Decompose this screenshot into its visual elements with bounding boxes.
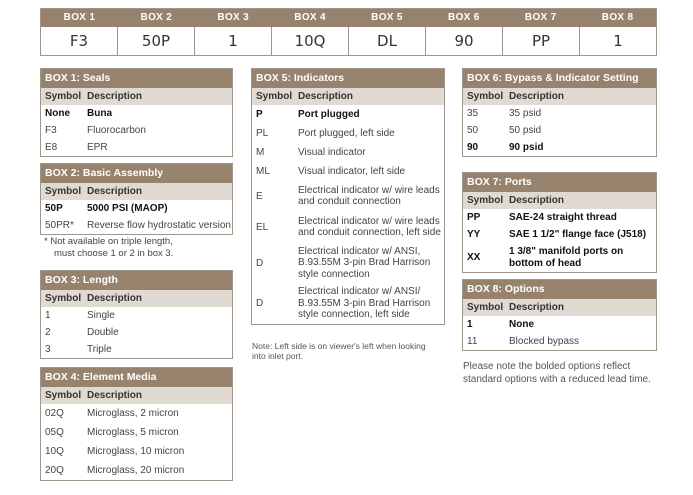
- box-value: 50P: [118, 27, 195, 55]
- table-row: 50 50 psid: [467, 125, 542, 136]
- symbol-column-header: Symbol: [467, 195, 504, 206]
- table-row: P Port plugged: [256, 109, 360, 120]
- box8-title: BOX 8: Options: [463, 280, 656, 299]
- symbol-column-header: Symbol: [45, 390, 82, 401]
- box8-options-table: [462, 279, 657, 351]
- box2-columns: [41, 183, 232, 200]
- box-label: BOX 6: [448, 12, 480, 23]
- table-row: 11 Blocked bypass: [467, 336, 580, 347]
- description-column-header: Description: [509, 195, 565, 206]
- table-row: 1 None: [467, 319, 534, 330]
- table-row: D Electrical indicator w/ ANSI, B.93.55M 3-pin Brad Harrison style connection: [256, 245, 431, 280]
- box-label: BOX 7: [524, 12, 557, 23]
- box5-columns: [252, 88, 444, 105]
- symbol-column-header: Symbol: [467, 302, 504, 313]
- table-row: 3 Triple: [45, 344, 112, 355]
- description-column-header: Description: [298, 91, 354, 102]
- table-row: 90 90 psid: [467, 142, 544, 153]
- symbol-column-header: Symbol: [467, 91, 504, 102]
- table-row: None Buna: [45, 108, 112, 119]
- box5-indicators-table: [251, 68, 445, 325]
- box-label: BOX 1: [63, 12, 96, 23]
- box2-basic-assembly-table: [40, 163, 233, 235]
- table-row: 20Q Microglass, 20 micron: [45, 465, 185, 476]
- box-value: 10Q: [272, 27, 349, 55]
- table-row: 2 Double: [45, 327, 119, 338]
- model-code-header: [41, 9, 656, 27]
- box4-columns: [41, 387, 232, 404]
- box4-title: BOX 4: Element Media: [41, 368, 232, 387]
- box3-title: BOX 3: Length: [41, 271, 232, 290]
- box7-columns: [463, 192, 656, 209]
- box2-title: BOX 2: Basic Assembly: [41, 164, 232, 183]
- table-row: EL Electrical indicator w/ wire leads and conduit connection, left side: [256, 215, 441, 238]
- box7-title: BOX 7: Ports: [463, 173, 656, 192]
- box-label: BOX 5: [371, 12, 403, 23]
- table-row: PP SAE-24 straight thread: [467, 212, 617, 223]
- box7-ports-table: [462, 172, 657, 273]
- description-column-header: Description: [509, 302, 565, 313]
- box-value: PP: [503, 27, 580, 55]
- box2-footnote: * Not available on triple length, must choose 1 or 2 in box 3.: [44, 236, 174, 259]
- box6-bypass-table: [462, 68, 657, 157]
- box5-note: Note: Left side is on viewer's left when looking into inlet port.: [252, 341, 426, 361]
- table-row: ML Visual indicator, left side: [256, 166, 406, 177]
- description-column-header: Description: [87, 390, 143, 401]
- description-column-header: Description: [509, 91, 565, 102]
- box-label: BOX 2: [140, 12, 173, 23]
- box5-title: BOX 5: Indicators: [252, 69, 444, 88]
- box-value: 90: [426, 27, 503, 55]
- description-column-header: Description: [87, 91, 143, 102]
- table-row: E Electrical indicator w/ wire leads and conduit connection: [256, 184, 440, 207]
- table-row: 10Q Microglass, 10 micron: [45, 446, 185, 457]
- box6-title: BOX 6: Bypass & Indicator Setting: [463, 69, 656, 88]
- table-row: PL Port plugged, left side: [256, 128, 395, 139]
- description-column-header: Description: [87, 186, 143, 197]
- table-row: 02Q Microglass, 2 micron: [45, 408, 179, 419]
- table-row: 1 Single: [45, 310, 115, 321]
- box6-columns: [463, 88, 656, 105]
- table-row: YY SAE 1 1/2" flange face (J518): [467, 229, 647, 240]
- table-row: M Visual indicator: [256, 147, 366, 158]
- table-row: 50PR* Reverse flow hydrostatic version: [45, 220, 231, 231]
- symbol-column-header: Symbol: [45, 186, 82, 197]
- box1-seals-table: [40, 68, 233, 157]
- description-column-header: Description: [87, 293, 143, 304]
- bolded-options-note: Please note the bolded options reflect standard options with a reduced lead time.: [463, 361, 651, 385]
- table-row: 35 35 psid: [467, 108, 542, 119]
- symbol-column-header: Symbol: [45, 293, 82, 304]
- table-row: E8 EPR: [45, 142, 108, 153]
- symbol-column-header: Symbol: [45, 91, 82, 102]
- box-value: 1: [613, 32, 623, 50]
- box-label: BOX 3: [217, 12, 249, 23]
- box-value: 1: [195, 27, 272, 55]
- symbol-column-header: Symbol: [256, 91, 293, 102]
- box-label: BOX 4: [294, 12, 326, 23]
- box1-title: BOX 1: Seals: [41, 69, 232, 88]
- model-code-values: [41, 27, 656, 55]
- box4-element-media-table: [40, 367, 233, 481]
- table-row: F3 Fluorocarbon: [45, 125, 146, 136]
- box3-length-table: [40, 270, 233, 359]
- table-row: 05Q Microglass, 5 micron: [45, 427, 179, 438]
- table-row: 50P 5000 PSI (MAOP): [45, 203, 168, 214]
- box3-columns: [41, 290, 232, 307]
- box-value: F3: [41, 27, 118, 55]
- model-code-table: [40, 8, 657, 56]
- box1-columns: [41, 88, 232, 105]
- box8-columns: [463, 299, 656, 316]
- box-value: DL: [349, 27, 426, 55]
- box-label: BOX 8: [601, 12, 634, 23]
- table-row: XX 1 3/8" manifold ports on bottom of head: [467, 246, 624, 269]
- table-row: D Electrical indicator w/ ANSI/ B.93.55M 3-pin Brad Harrison style connection, left side: [256, 286, 431, 321]
